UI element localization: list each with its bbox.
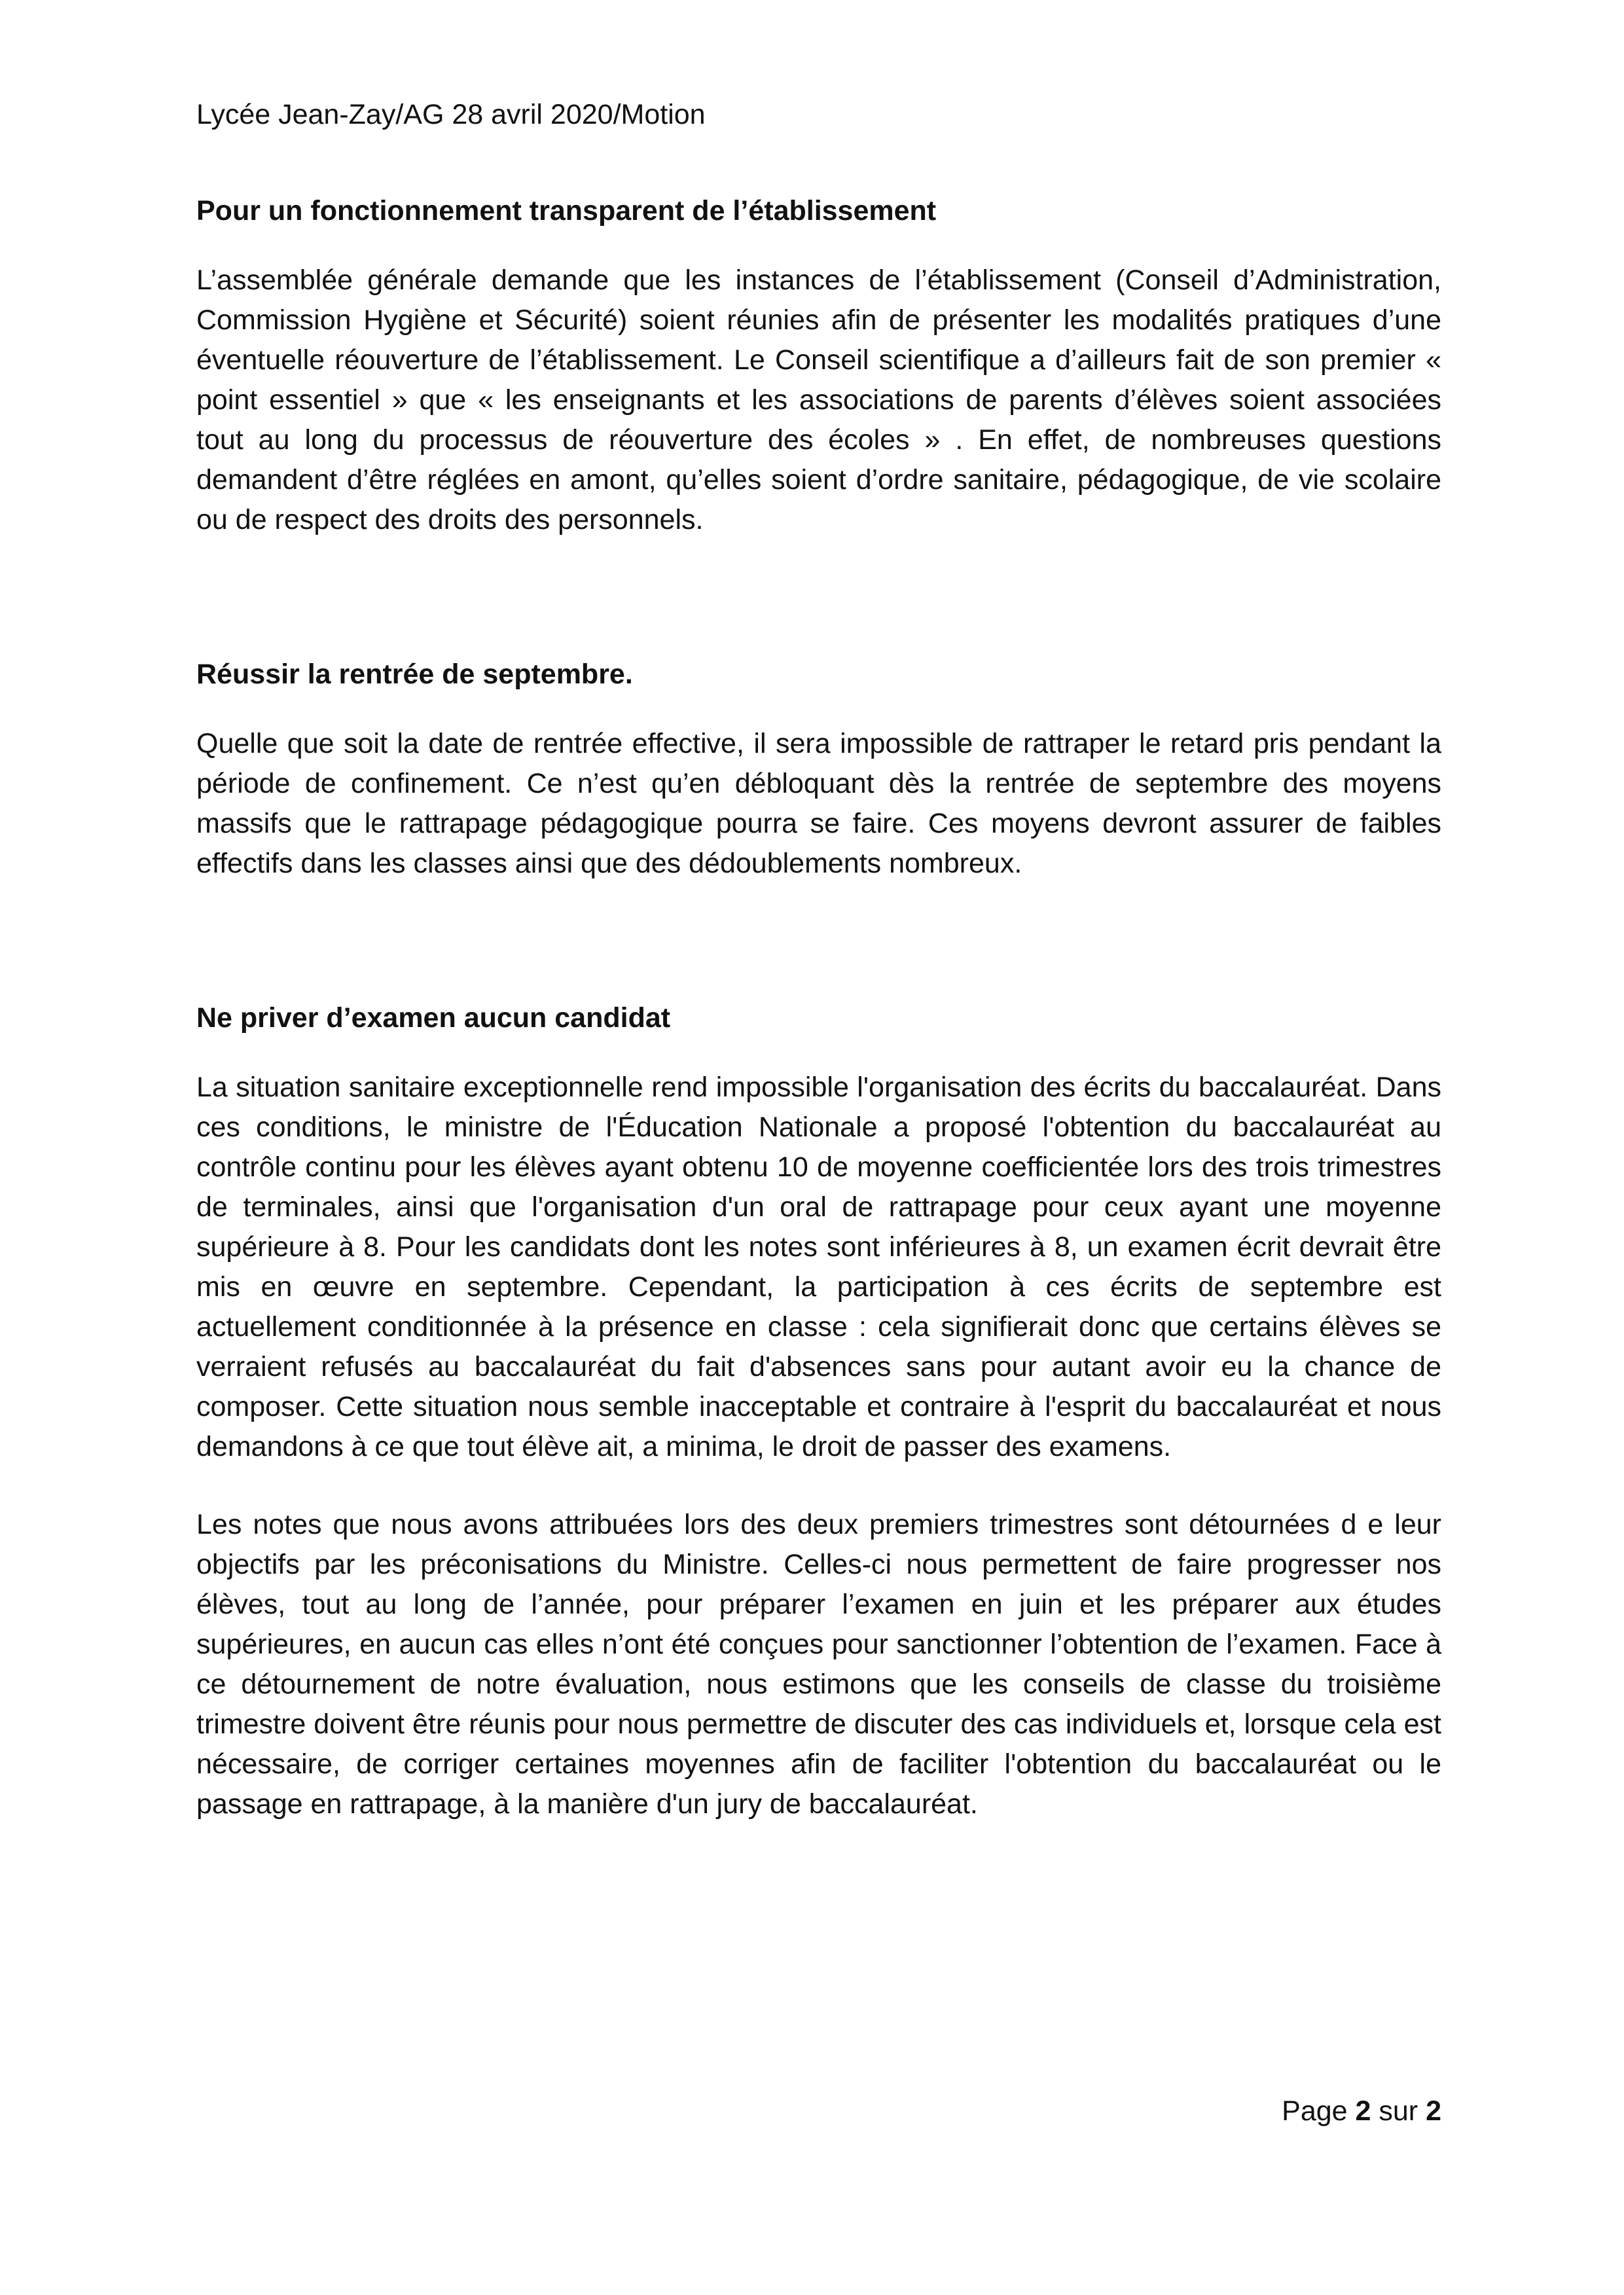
- page-number: [1282, 2095, 1441, 2127]
- page-header: Lycée Jean-Zay/AG 28 avril 2020/Motion: [196, 99, 706, 130]
- paragraph: Quelle que soit la date de rentrée effective, il sera impossible de rattraper le retard pris pendant la période de confinement. Ce n’est qu’en débloquant dès la rentrée de septembre des moyens massifs que le rattrapage pédagogique pourra se faire. Ces moyens devront assurer de faibles effectifs dans les classes ainsi que des dédoublements nombreux.: [196, 728, 1441, 879]
- section-heading: Ne priver d’examen aucun candidat: [196, 1002, 671, 1034]
- paragraph: La situation sanitaire exceptionnelle rend impossible l'organisation des écrits du baccalauréat. Dans ces conditions, le ministre de l'Éducation Nationale a proposé l'obtention du baccalauréat au contrôle continu pour les élèves ayant obtenu 10 de moyenne coefficientée lors des trois trimestres de terminales, ainsi que l'organisation d'un oral de rattrapage pour ceux ayant une moyenne supérieure à 8. Pour les candidats dont les notes sont inférieures à 8, un examen écrit devrait être mis en œuvre en septembre. Cependant, la participation à ces écrits de septembre est actuellement conditionnée à la présence en classe : cela signifierait donc que certains élèves se verraient refusés au baccalauréat du fait d'absences sans pour autant avoir eu la chance de composer. Cette situation nous semble inacceptable et contraire à l'esprit du baccalauréat et nous demandons à ce que tout élève ait, a minima, le droit de passer des examens.: [196, 1072, 1441, 1462]
- document-body: [196, 191, 1441, 1824]
- section-transparent-functioning: [196, 191, 1441, 540]
- section-exam-candidates: [196, 998, 1441, 1824]
- page-prefix: Page: [1282, 2095, 1356, 2127]
- section-september-start: [196, 655, 1441, 884]
- section-heading: Pour un fonctionnement transparent de l’établissement: [196, 195, 937, 226]
- paragraph: L’assemblée générale demande que les instances de l’établissement (Conseil d’Administration, Commission Hygiène et Sécurité) soient réunies afin de présenter les modalités pratiques d’une éventuelle réouverture de l’établissement. Le Conseil scientifique a d’ailleurs fait de son premier « point essentiel » que « les enseignants et les associations de parents d’élèves soient associées tout au long du processus de réouverture des écoles » . En effet, de nombreuses questions demandent d’être réglées en amont, qu’elles soient d’ordre sanitaire, pédagogique, de vie scolaire ou de respect des droits des personnels.: [196, 264, 1441, 535]
- paragraph: Les notes que nous avons attribuées lors des deux premiers trimestres sont détournées d e leur objectifs par les préconisations du Ministre. Celles-ci nous permettent de faire progresser nos élèves, tout au long de l’année, pour préparer l’examen en juin et les préparer aux études supérieures, en aucun cas elles n’ont été conçues pour sanctionner l’obtention de l’examen. Face à ce détournement de notre évaluation, nous estimons que les conseils de classe du troisième trimestre doivent être réunis pour nous permettre de discuter des cas individuels et, lorsque cela est nécessaire, de corriger certaines moyennes afin de faciliter l'obtention du baccalauréat ou le passage en rattrapage, à la manière d'un jury de baccalauréat.: [196, 1509, 1441, 1820]
- page-total: 2: [1426, 2095, 1441, 2127]
- page-separator: sur: [1371, 2095, 1426, 2127]
- section-heading: Réussir la rentrée de septembre.: [196, 659, 633, 690]
- page-current: 2: [1355, 2095, 1371, 2127]
